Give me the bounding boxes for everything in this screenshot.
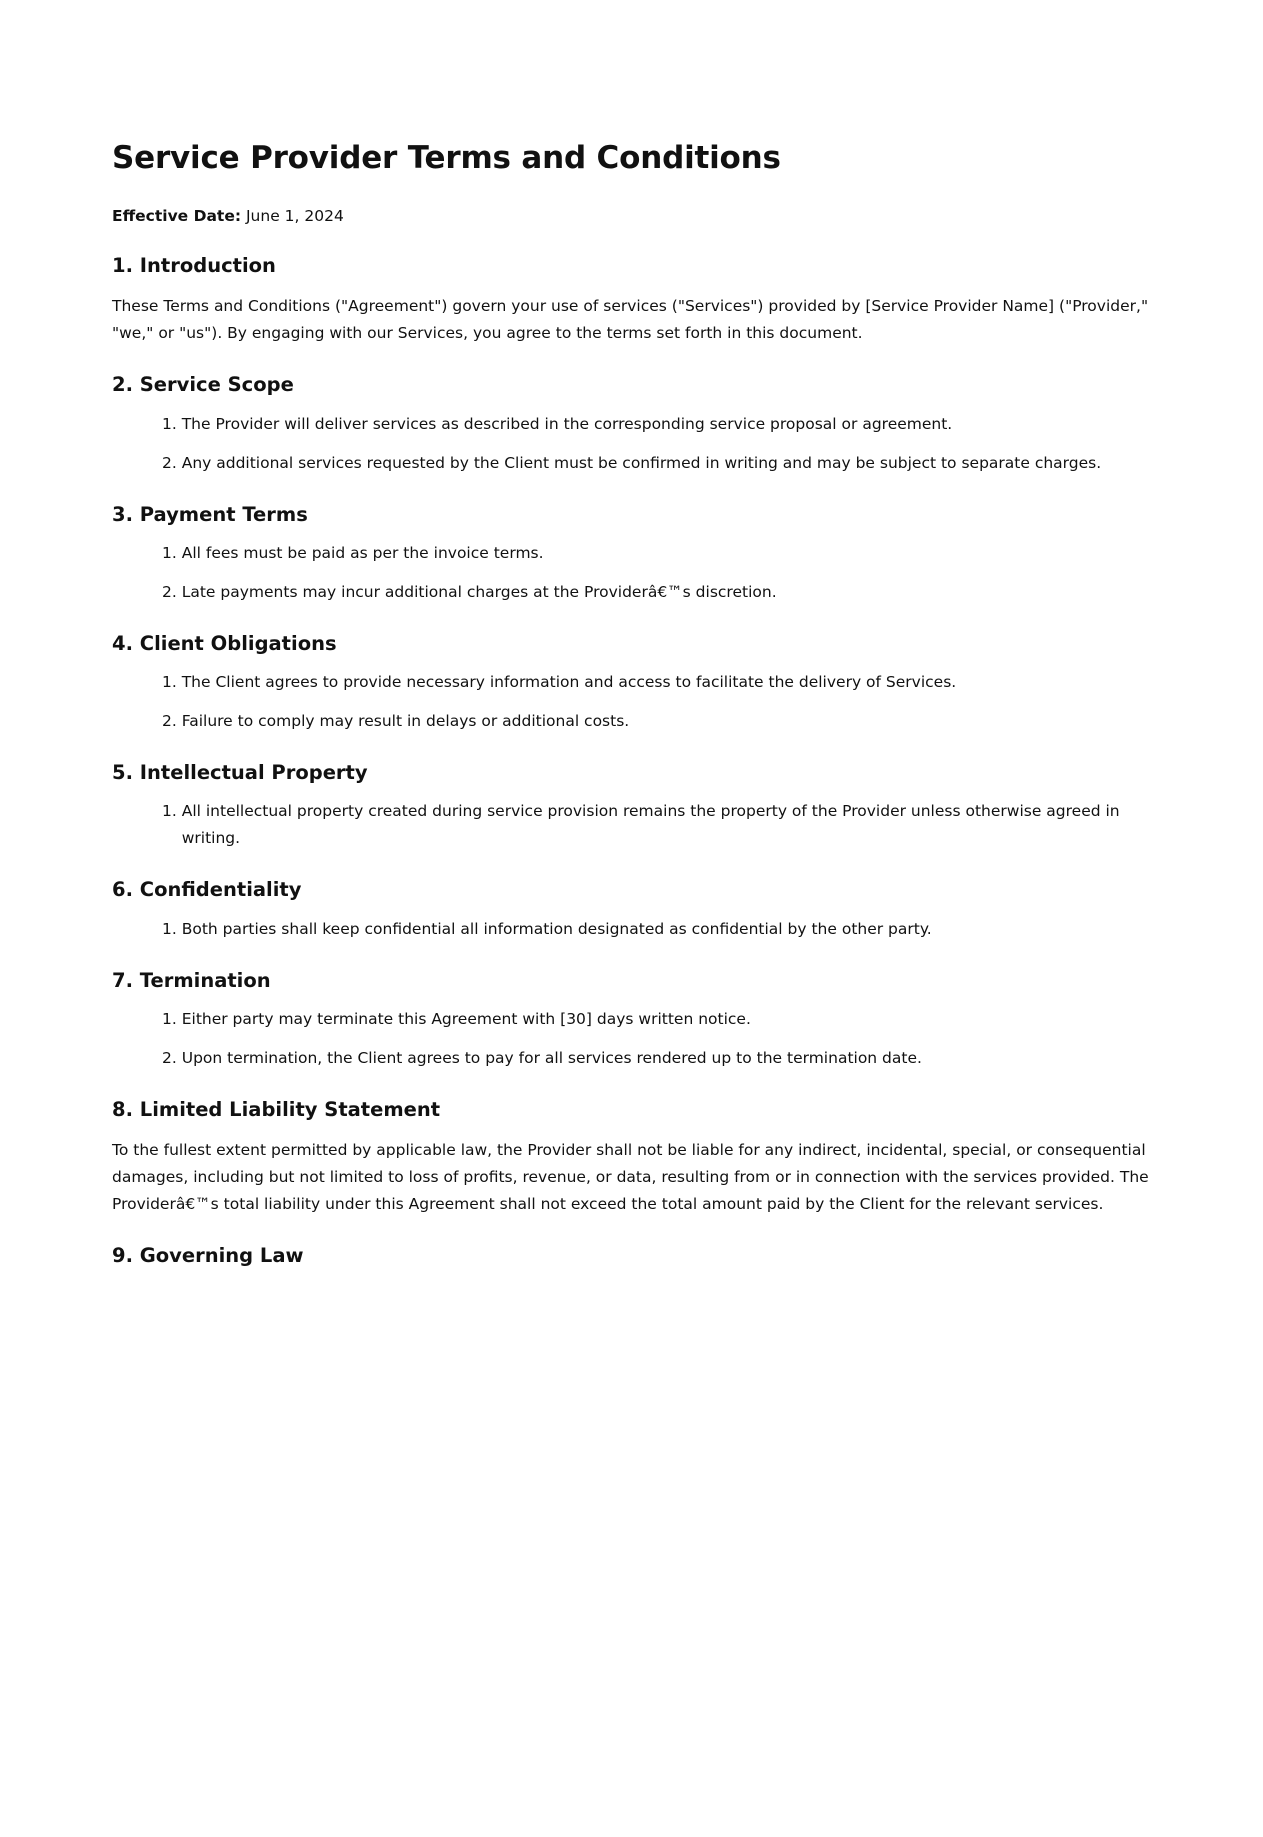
section-heading: 2. Service Scope: [112, 373, 294, 397]
section-heading: 8. Limited Liability Statement: [112, 1098, 441, 1122]
clause-list: [112, 669, 1151, 735]
list-item: 1. All fees must be paid as per the invoice terms.: [162, 540, 1151, 567]
list-item-text: Any additional services requested by the Client must be confirmed in writing and may be subject to separate charges.: [181, 453, 1102, 472]
section-introduction: [112, 252, 1151, 347]
clause-list: [112, 916, 1151, 943]
list-item: 1. All intellectual property created during service provision remains the property of the Provider unless otherwise agreed in writing.: [162, 798, 1151, 852]
effective-date-value: June 1, 2024: [245, 207, 344, 226]
clause-list: [112, 1006, 1151, 1072]
list-item-text: Either party may terminate this Agreement with [30] days written notice.: [181, 1010, 751, 1029]
list-item: 1. The Provider will deliver services as described in the corresponding service proposal or agreement.: [162, 411, 1151, 438]
section-heading: 3. Payment Terms: [112, 502, 308, 526]
section-limited-liability: [112, 1096, 1151, 1218]
list-item: 2. Late payments may incur additional charges at the Providerâ€™s discretion.: [162, 579, 1151, 606]
list-item-text: Upon termination, the Client agrees to pay for all services rendered up to the termination date.: [181, 1049, 922, 1068]
section-client-obligations: [112, 630, 1151, 735]
document-title: Service Provider Terms and Conditions: [112, 140, 781, 176]
list-item-text: Both parties shall keep confidential all information designated as confidential by the other party.: [181, 919, 932, 938]
list-item-text: Failure to comply may result in delays or additional costs.: [181, 712, 630, 731]
section-heading: 1. Introduction: [112, 253, 276, 277]
list-item: 2. Failure to comply may result in delays or additional costs.: [162, 708, 1151, 735]
section-governing-law: [112, 1242, 1151, 1269]
clause-list: [112, 798, 1151, 852]
clause-list: [112, 411, 1151, 477]
section-paragraph: To the fullest extent permitted by applicable law, the Provider shall not be liable for any indirect, incidental, special, or consequential damages, including but not limited to loss of profits, revenue, or data, resulting from or in connection with the services provided. The Providerâ€™s total liability under this Agreement shall not exceed the total amount paid by the Client for the relevant services.: [112, 1141, 1149, 1214]
list-item: 1. Both parties shall keep confidential all information designated as confidential by the other party.: [162, 916, 1151, 943]
clause-list: [112, 540, 1151, 606]
list-item: 1. The Client agrees to provide necessary information and access to facilitate the delivery of Services.: [162, 669, 1151, 696]
section-paragraph: These Terms and Conditions ("Agreement") govern your use of services ("Services") provided by [Service Provider Name] ("Provider," "we," or "us"). By engaging with our Services, you agree to the terms set forth in this document.: [112, 297, 1149, 343]
section-service-scope: [112, 371, 1151, 476]
section-termination: [112, 967, 1151, 1072]
list-item: 2. Upon termination, the Client agrees to pay for all services rendered up to the termination date.: [162, 1045, 1151, 1072]
list-item: 2. Any additional services requested by the Client must be confirmed in writing and may be subject to separate charges.: [162, 450, 1151, 477]
effective-date: [112, 206, 1151, 228]
section-heading: 9. Governing Law: [112, 1244, 304, 1268]
section-heading: 5. Intellectual Property: [112, 761, 368, 785]
list-item-text: All intellectual property created during service provision remains the property of the Provider unless otherwise agreed in writing.: [181, 802, 1120, 848]
list-item-text: The Provider will deliver services as described in the corresponding service proposal or agreement.: [181, 414, 953, 433]
section-confidentiality: [112, 876, 1151, 942]
list-item-text: Late payments may incur additional charges at the Providerâ€™s discretion.: [181, 582, 777, 601]
section-heading: 7. Termination: [112, 968, 271, 992]
list-item-text: The Client agrees to provide necessary information and access to facilitate the delivery of Services.: [181, 673, 957, 692]
section-intellectual-property: [112, 759, 1151, 852]
effective-date-label: Effective Date:: [112, 207, 242, 226]
list-item: 1. Either party may terminate this Agreement with [30] days written notice.: [162, 1006, 1151, 1033]
list-item-text: All fees must be paid as per the invoice terms.: [181, 543, 544, 562]
section-heading: 6. Confidentiality: [112, 878, 302, 902]
section-heading: 4. Client Obligations: [112, 631, 337, 655]
section-payment-terms: [112, 501, 1151, 606]
